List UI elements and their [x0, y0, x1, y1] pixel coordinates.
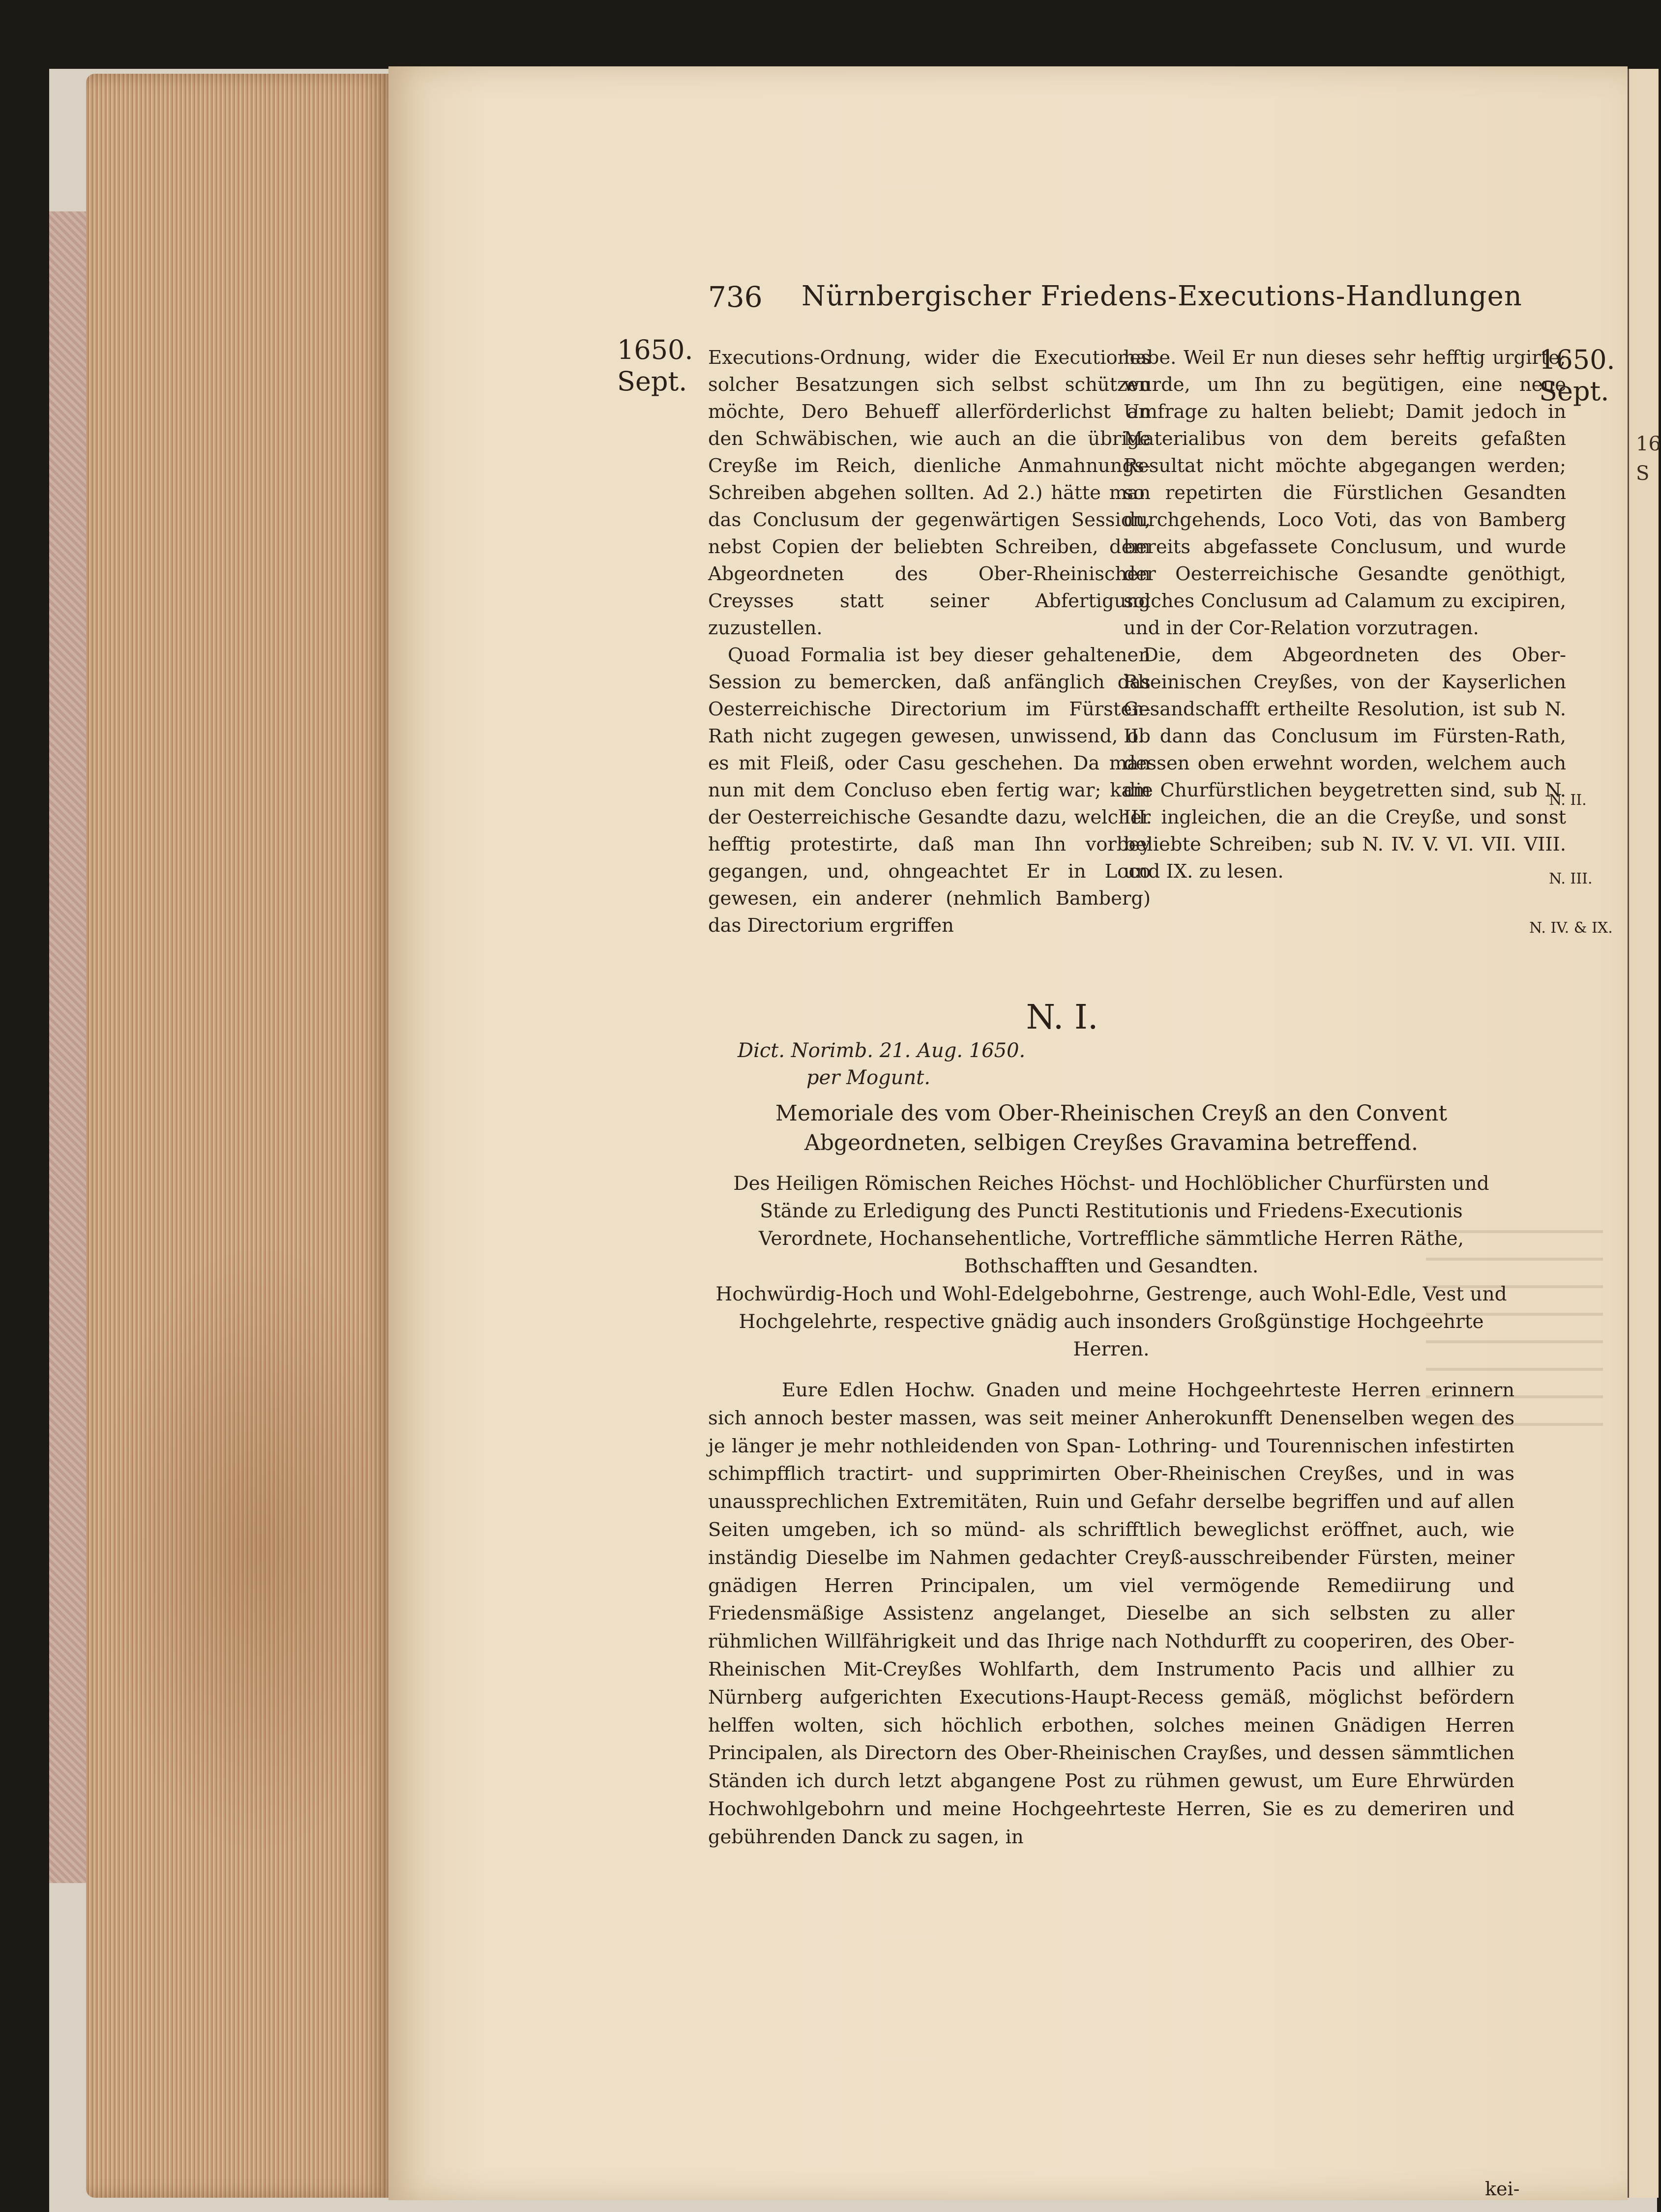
- right-paragraph: Die, dem Abgeordneten des Ober-Rheinischen Creyßes, von der Kayserlichen Gesandschafft ertheilte Resolution, ist sub N. II. dann das Conclusum im Fürsten-Rath, dessen oben erwehnt worden, welchem auch die Churfürstlichen beygetretten sind, sub N. III. ingleichen, die an die Creyße, und sonst beliebte Schreiben; sub N. IV. V. VI. VII. VIII. und IX. zu lesen.: [1124, 644, 1566, 883]
- next-page-year: 16: [1636, 433, 1661, 455]
- right-column: [1124, 344, 1566, 885]
- address-block: Des Heiligen Römischen Reiches Höchst- und Hochlöblicher Churfürsten und Stände zu Erledigung des Puncti Restitutionis und Friedens-Executionis Verordnete, Hochansehentliche, Vortreffliche sämmtliche Herren Räthe, Bothschafften und Gesandten.: [733, 1173, 1489, 1277]
- dictation-line: Dict. Norimb. 21. Aug. 1650.: [738, 1039, 1026, 1062]
- margin-note-n3: N. III.: [1549, 870, 1593, 887]
- running-head: [708, 280, 1522, 320]
- next-page-month: S: [1636, 462, 1650, 485]
- salutation-block: Hochwürdig-Hoch und Wohl-Edelgebohrne, Gestrenge, auch Wohl-Edle, Vest und Hochgelehrte, respective gnädig auch insonders Großgünstige Hochgeehrte Herren.: [715, 1283, 1507, 1360]
- dictation-note: [738, 1037, 1025, 1091]
- page-number: 736: [708, 280, 763, 314]
- margin-note-n4-n9: N. IV. & IX.: [1529, 919, 1613, 937]
- memorial-title: Memoriale des vom Ober-Rheinischen Creyß an den Convent Abgeordneten, selbigen Creyßes Gravamina betreffend.: [775, 1101, 1448, 1155]
- water-stain: [93, 1229, 369, 1868]
- margin-note-n2: N. II.: [1549, 792, 1587, 809]
- left-column: [708, 344, 1151, 939]
- catchword: kei-: [1485, 2178, 1520, 2200]
- left-margin-month: Sept.: [617, 366, 687, 397]
- book-fore-edge: [86, 74, 391, 2198]
- letter-body-text: Eure Edlen Hochw. Gnaden und meine Hochgeehrteste Herren erinnern sich annoch bester massen, was seit meiner Anherokunfft Denenselben wegen des je länger je mehr nothleidenden von Span- Lothring- und Tourennischen infestirten schimpfflich tractirt- und supprimirten Ober-Rheinischen Creyßes, und in was unaussprechlichen Extremitäten, Ruin und Gefahr derselbe begriffen und auf allen Seiten umgeben, ich so münd- als schrifftlich beweglichst eröffnet, auch, wie inständig Dieselbe im Nahmen gedachter Creyß-ausschreibender Fürsten, meiner gnädigen Herren Principalen, um viel vermögende Remediirung und Friedensmäßige Assistenz angelanget, Dieselbe an sich selbsten zu aller rühmlichen Willfährigkeit und das Ihrige nach Nothdurfft zu cooperiren, des Ober-Rheinischen Mit-Creyßes Wohlfarth, dem Instrumento Pacis und allhier zu Nürnberg aufgerichten Executions-Haupt-Recess gemäß, möglichst befördern helffen wolten, sich höchlich erbothen, solches meinen Gnädigen Herren Principalen, als Directorn des Ober-Rheinischen Crayßes, und dessen sämmtlichen Ständen ich durch letzt abgangene Post zu rühmen gewust, um Eure Ehrwürden Hochwohlgebohrn und meine Hochgeehrteste Herren, Sie es zu demeriren und gebührenden Danck zu sagen, in: [708, 1379, 1514, 1848]
- letter-body: [708, 1377, 1514, 1852]
- right-paragraph: habe. Weil Er nun dieses sehr hefftig urgirte; wurde, um Ihn zu begütigen, eine neue Umfrage zu halten beliebt; Damit jedoch in Materialibus von dem bereits gefaßten Resultat nicht möchte abgegangen werden; so repetirten die Fürstlichen Gesandten durchgehends, Loco Voti, das von Bamberg bereits abgefassete Conclusum, und wurde der Oesterreichische Gesandte genöthigt, solches Conclusum ad Calamum zu excipiren, und in der Cor-Relation vorzutragen.: [1124, 347, 1566, 639]
- left-paragraph: Quoad Formalia ist bey dieser gehaltenen Session zu bemercken, daß anfänglich das Oesterreichische Directorium im Fürsten-Rath nicht zugegen gewesen, unwissend, ob es mit Fleiß, oder Casu geschehen. Da man nun mit dem Concluso eben fertig war; kam der Oesterreichische Gesandte dazu, welcher hefftig protestirte, daß man Ihn vorbey gegangen, und, ohngeachtet Er in Loco gewesen, ein anderer (nehmlich Bamberg) das Directorium ergriffen: [708, 644, 1151, 937]
- left-paragraph: Executions-Ordnung, wider die Executiones solcher Besatzungen sich selbst schützen möchte, Dero Behueff allerförderlichst an den Schwäbischen, wie auch an die übrige Creyße im Reich, dienliche Anmahnungs-Schreiben abgehen sollten. Ad 2.) hätte man das Conclusum der gegenwärtigen Session, nebst Copien der beliebten Schreiben, dem Abgeordneten des Ober-Rheinischen Creysses statt seiner Abfertigung zuzustellen.: [708, 347, 1151, 639]
- right-margin-year: 1650.: [1539, 344, 1615, 375]
- next-page-edge: [1628, 69, 1659, 2198]
- left-margin-year: 1650.: [617, 334, 693, 365]
- running-title: Nürnbergischer Friedens-Executions-Handlungen: [801, 280, 1522, 312]
- document-number-heading: N. I.: [1026, 998, 1098, 1037]
- dictation-line: per Mogunt.: [806, 1066, 931, 1089]
- right-margin-month: Sept.: [1539, 376, 1609, 407]
